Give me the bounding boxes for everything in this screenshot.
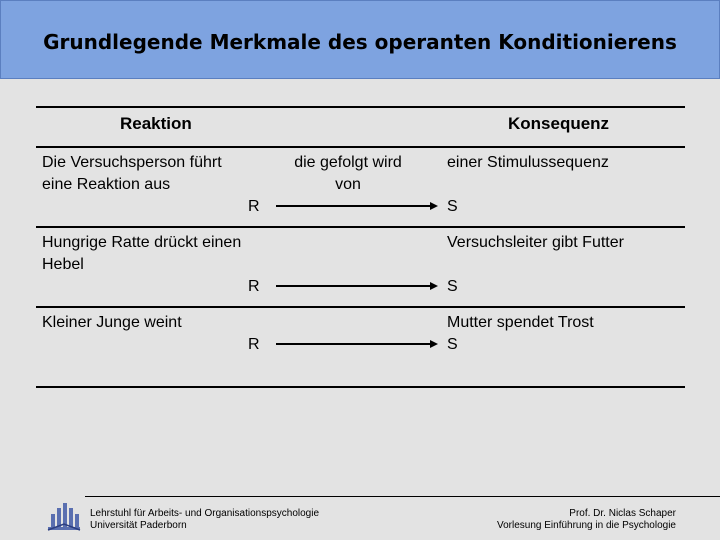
header-rule (36, 146, 685, 148)
row-divider (36, 306, 685, 308)
row1-r-label: R (248, 198, 260, 215)
table-bottom-rule (36, 386, 685, 388)
row3-r-label: R (248, 336, 260, 353)
row1-right-text: einer Stimulussequenz (447, 154, 609, 171)
university-logo-icon (46, 500, 82, 534)
row1-middle-text: die gefolgt wird von (294, 154, 402, 193)
table-top-rule (36, 106, 685, 108)
header-reaktion: Reaktion (120, 114, 192, 133)
row3-left-text: Kleiner Junge weint (42, 314, 182, 331)
row2-left-text: Hungrige Ratte drückt einen Hebel (42, 234, 242, 273)
row2-arrow (276, 278, 438, 294)
row3-right-text: Mutter spendet Trost (447, 314, 594, 331)
row2-right-text: Versuchsleiter gibt Futter (447, 234, 624, 251)
row-divider (36, 226, 685, 228)
row1-arrow (276, 198, 438, 214)
row1-s-label: S (447, 198, 458, 215)
footer-lecture-info: Prof. Dr. Niclas Schaper Vorlesung Einführung in die Psychologie (496, 508, 676, 531)
row1-left-text: Die Versuchsperson führt eine Reaktion aus (42, 154, 222, 193)
page-title: Grundlegende Merkmale des operanten Konditionierens (43, 30, 677, 54)
row3-arrow (276, 336, 438, 352)
row3-s-label: S (447, 336, 458, 353)
header-konsequenz: Konsequenz (508, 114, 610, 133)
row2-r-label: R (248, 278, 260, 295)
footer-institution: Lehrstuhl für Arbeits- und Organisationspsychologie Universität Paderborn (90, 508, 320, 531)
row2-s-label: S (447, 278, 458, 295)
footer-divider (85, 496, 720, 497)
